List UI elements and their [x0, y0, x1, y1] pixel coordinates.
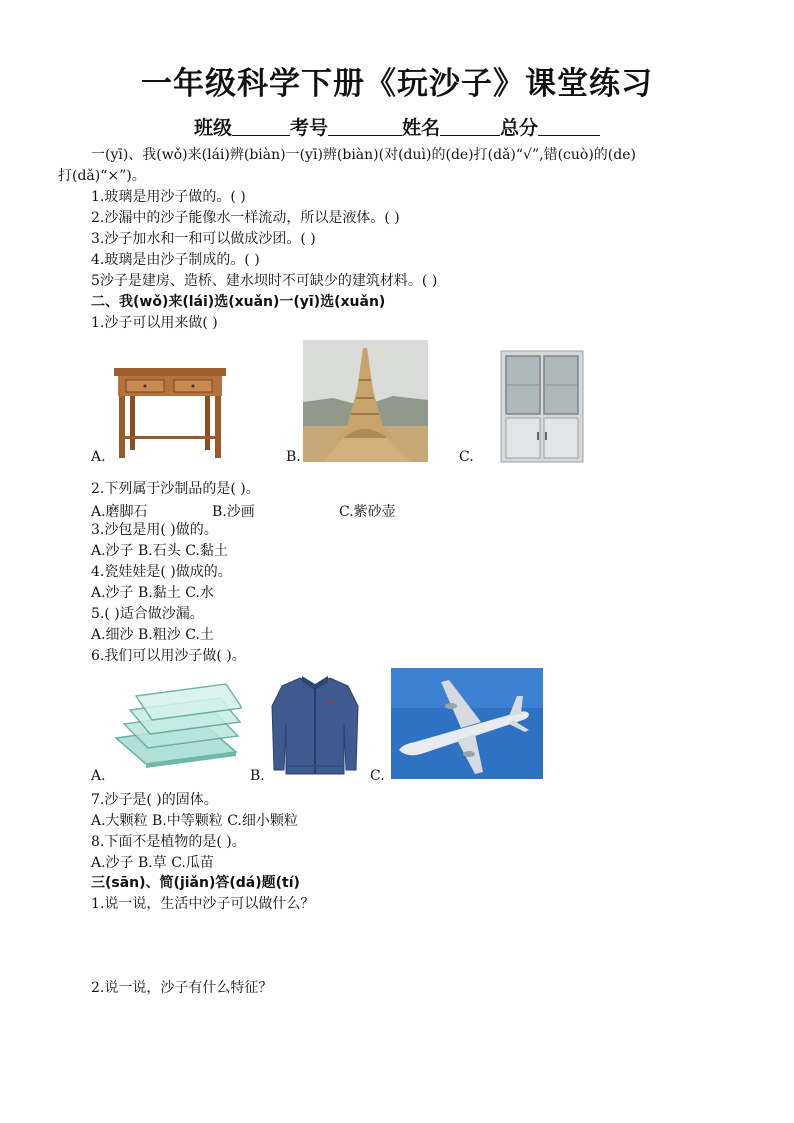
section2-heading: 二、我(wǒ)来(lái)选(xuǎn)一(yī)选(xuǎn) — [91, 294, 386, 310]
section3-heading: 三(sān)、简(jiǎn)答(dá)题(tí) — [91, 875, 300, 891]
s3-question-2: 2.说一说，沙子有什么特征？ — [91, 980, 273, 996]
sand-sculpture-image — [303, 340, 428, 462]
s2-q6-option-a[interactable]: A. — [91, 768, 106, 784]
s2-question-8: 8.下面不是植物的是( )。 — [91, 834, 246, 850]
s2-question-1: 1.沙子可以用来做( ) — [91, 315, 218, 331]
s2-q1-option-b[interactable]: B. — [286, 449, 301, 465]
s2-q1-option-a[interactable]: A. — [91, 449, 106, 465]
score-blank[interactable] — [538, 117, 600, 136]
jacket-image — [270, 672, 360, 777]
airplane-image — [391, 668, 543, 779]
section1-heading-line1: 一(yī)、我(wǒ)来(lái)辨(biàn)一(yī)辨(biàn)(对(duì)的(de)打(dǎ)“√”,错(cuò)的(de) — [91, 147, 636, 163]
s2-q2-option-b[interactable]: B.沙画 — [212, 504, 255, 520]
s2-q8-options[interactable]: A.沙子 B.草 C.瓜苗 — [91, 855, 214, 871]
glass-sheets-image — [110, 680, 242, 780]
s2-question-7: 7.沙子是( )的固体。 — [91, 792, 218, 808]
class-blank[interactable] — [232, 117, 290, 136]
s1-question-3: 3.沙子加水和一和可以做成沙团。( ) — [91, 231, 316, 247]
s1-question-5: 5沙子是建房、造桥、建水坝时不可缺少的建筑材料。( ) — [91, 273, 438, 289]
page-title: 一年级科学下册《玩沙子》课堂练习 — [141, 66, 653, 102]
s2-q4-options[interactable]: A.沙子 B.黏土 C.水 — [91, 585, 214, 601]
s2-q3-options[interactable]: A.沙子 B.石头 C.黏土 — [91, 543, 228, 559]
cabinet-image — [500, 350, 584, 463]
name-label: 姓名 — [402, 117, 441, 139]
s2-q1-option-c[interactable]: C. — [459, 449, 474, 465]
s2-question-2: 2.下列属于沙制品的是( )。 — [91, 481, 260, 497]
name-blank[interactable] — [440, 117, 500, 136]
number-blank[interactable] — [328, 117, 402, 136]
s2-q2-option-c[interactable]: C.紫砂壶 — [339, 504, 396, 520]
s2-q2-option-a[interactable]: A.磨脚石 — [91, 504, 148, 520]
s1-question-4: 4.玻璃是由沙子制成的。( ) — [91, 252, 260, 268]
s2-q6-option-c[interactable]: C. — [370, 768, 385, 784]
student-info-line — [0, 113, 794, 140]
s2-q7-options[interactable]: A.大颗粒 B.中等颗粒 C.细小颗粒 — [91, 813, 298, 829]
score-label: 总分 — [500, 117, 539, 139]
class-label: 班级 — [193, 117, 232, 139]
s1-question-2: 2.沙漏中的沙子能像水一样流动，所以是液体。( ) — [91, 210, 400, 226]
number-label: 考号 — [289, 117, 328, 139]
s2-question-4: 4.瓷娃娃是( )做成的。 — [91, 564, 232, 580]
s1-question-1: 1.玻璃是用沙子做的。( ) — [91, 189, 246, 205]
s2-question-6: 6.我们可以用沙子做( )。 — [91, 648, 246, 664]
s2-question-5: 5.( )适合做沙漏。 — [91, 606, 204, 622]
s3-question-1: 1.说一说，生活中沙子可以做什么？ — [91, 896, 315, 912]
s2-question-3: 3.沙包是用( )做的。 — [91, 522, 218, 538]
s2-q5-options[interactable]: A.细沙 B.粗沙 C.土 — [91, 627, 214, 643]
s2-q6-option-b[interactable]: B. — [250, 768, 265, 784]
section1-heading-line2: 打(dǎ)“×”)。 — [58, 168, 146, 184]
desk-image — [112, 366, 228, 460]
